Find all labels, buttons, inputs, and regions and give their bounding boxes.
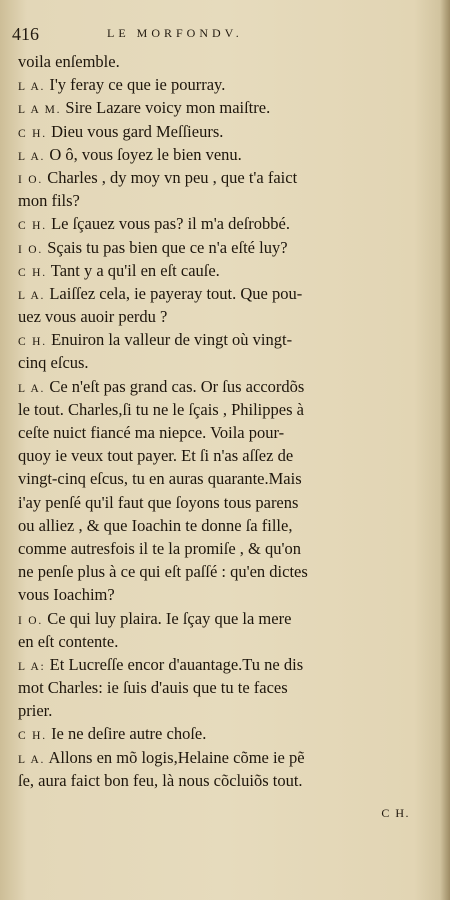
text-line bbox=[18, 328, 420, 351]
running-title: LE MORFONDV. bbox=[107, 26, 243, 40]
text-line bbox=[18, 607, 420, 630]
line-text: mon fils? bbox=[18, 191, 80, 211]
text-line bbox=[18, 351, 420, 374]
page-gutter-shadow bbox=[440, 0, 450, 900]
text-line bbox=[18, 236, 420, 259]
dialogue-text bbox=[18, 50, 420, 792]
text-line bbox=[18, 537, 420, 560]
speaker-tag: I O. bbox=[18, 243, 44, 256]
line-text: uez vous auoir perdu ? bbox=[18, 307, 168, 327]
speaker-tag: C H. bbox=[18, 127, 47, 140]
text-line bbox=[18, 769, 420, 792]
line-text: Dieu vous gard Meſſieurs. bbox=[51, 121, 224, 141]
line-text: Sçais tu pas bien que ce n'a eſté luy? bbox=[47, 237, 288, 257]
speaker-tag: I O. bbox=[18, 173, 44, 186]
line-text: cinq eſcus. bbox=[18, 353, 89, 373]
text-line bbox=[18, 722, 420, 745]
text-line bbox=[18, 189, 420, 212]
line-text: Charles , dy moy vn peu , que t'a faict bbox=[47, 167, 298, 187]
text-line bbox=[18, 560, 420, 583]
line-text: i'ay penſé qu'il faut que ſoyons tous parens bbox=[18, 492, 299, 512]
speaker-tag: L A. bbox=[18, 150, 46, 163]
text-line bbox=[18, 259, 420, 282]
text-line bbox=[18, 491, 420, 514]
speaker-tag: L A. bbox=[18, 753, 46, 766]
speaker-tag: C H. bbox=[18, 266, 47, 279]
line-text: Le ſçauez vous pas? il m'a deſrobbé. bbox=[51, 214, 290, 234]
text-line bbox=[18, 305, 420, 328]
speaker-tag: L A. bbox=[18, 289, 46, 302]
line-text: le tout. Charles,ſi tu ne le ſçais , Philippes à bbox=[18, 399, 304, 419]
line-text: vous Ioachim? bbox=[18, 585, 115, 605]
line-text: Ce n'eſt pas grand cas. Or ſus accordõs bbox=[49, 376, 305, 396]
line-text: comme autresfois il te la promiſe , & qu'on bbox=[18, 538, 301, 558]
line-text: Enuiron la valleur de vingt où vingt- bbox=[51, 330, 293, 350]
page-header bbox=[12, 24, 412, 44]
line-text: vingt-cinq eſcus, tu en auras quarante.Mais bbox=[18, 469, 302, 489]
speaker-tag: C H. bbox=[18, 730, 47, 743]
speaker-tag: L A: bbox=[18, 660, 46, 673]
text-line bbox=[18, 143, 420, 166]
line-text: en eſt contente. bbox=[18, 631, 119, 651]
text-line bbox=[18, 73, 420, 96]
line-text: Ce qui luy plaira. Ie ſçay que la mere bbox=[47, 608, 292, 628]
speaker-tag: L A. bbox=[18, 81, 46, 94]
line-text: Tant y a qu'il en eſt cauſe. bbox=[50, 260, 220, 280]
text-line bbox=[18, 166, 420, 189]
text-line bbox=[18, 699, 420, 722]
text-line bbox=[18, 282, 420, 305]
text-line bbox=[18, 375, 420, 398]
text-line bbox=[18, 50, 420, 73]
text-line bbox=[18, 630, 420, 653]
line-text: Sire Lazare voicy mon maiſtre. bbox=[65, 98, 271, 118]
speaker-tag: C H. bbox=[18, 336, 47, 349]
line-text: I'y feray ce que ie pourray. bbox=[49, 75, 226, 95]
text-line bbox=[18, 444, 420, 467]
page-number: 416 bbox=[12, 24, 39, 44]
text-line bbox=[18, 398, 420, 421]
line-text: ne penſe plus à ce qui eſt paſſé : qu'en dictes bbox=[18, 562, 308, 582]
text-line bbox=[18, 514, 420, 537]
line-text: quoy ie veux tout payer. Et ſi n'as aſſez de bbox=[18, 446, 294, 466]
speaker-tag: C H. bbox=[18, 220, 47, 233]
line-text: prier. bbox=[18, 701, 53, 721]
text-line bbox=[18, 212, 420, 235]
text-line bbox=[18, 467, 420, 490]
line-text: voila enſemble. bbox=[18, 52, 120, 71]
speaker-tag: L A. bbox=[18, 382, 46, 395]
speaker-tag: I O. bbox=[18, 614, 44, 627]
line-text: Et Lucreſſe encor d'auantage.Tu ne dis bbox=[49, 654, 304, 674]
line-text: ſe, aura faict bon feu, là nous cõcluiõs tout. bbox=[18, 770, 303, 790]
line-text: ceſte nuict fiancé ma niepce. Voila pour- bbox=[18, 423, 285, 442]
text-line bbox=[18, 120, 420, 143]
text-line bbox=[18, 421, 420, 444]
text-line bbox=[18, 96, 420, 119]
line-text: O ô, vous ſoyez le bien venu. bbox=[49, 144, 242, 164]
text-line bbox=[18, 583, 420, 606]
text-line bbox=[18, 653, 420, 676]
line-text: mot Charles: ie ſuis d'auis que tu te faces bbox=[18, 678, 288, 698]
text-line bbox=[18, 746, 420, 769]
line-text: Ie ne deſire autre choſe. bbox=[51, 724, 207, 744]
line-text: Laiſſez cela, ie payeray tout. Que pou- bbox=[49, 283, 303, 303]
text-line bbox=[18, 676, 420, 699]
line-text: Allons en mõ logis,Helaine cõme ie pẽ bbox=[48, 747, 305, 767]
catchword: C H. bbox=[381, 806, 410, 820]
line-text: ou alliez , & que Ioachin te donne ſa fille, bbox=[18, 515, 293, 535]
speaker-tag: L A M. bbox=[18, 104, 62, 117]
